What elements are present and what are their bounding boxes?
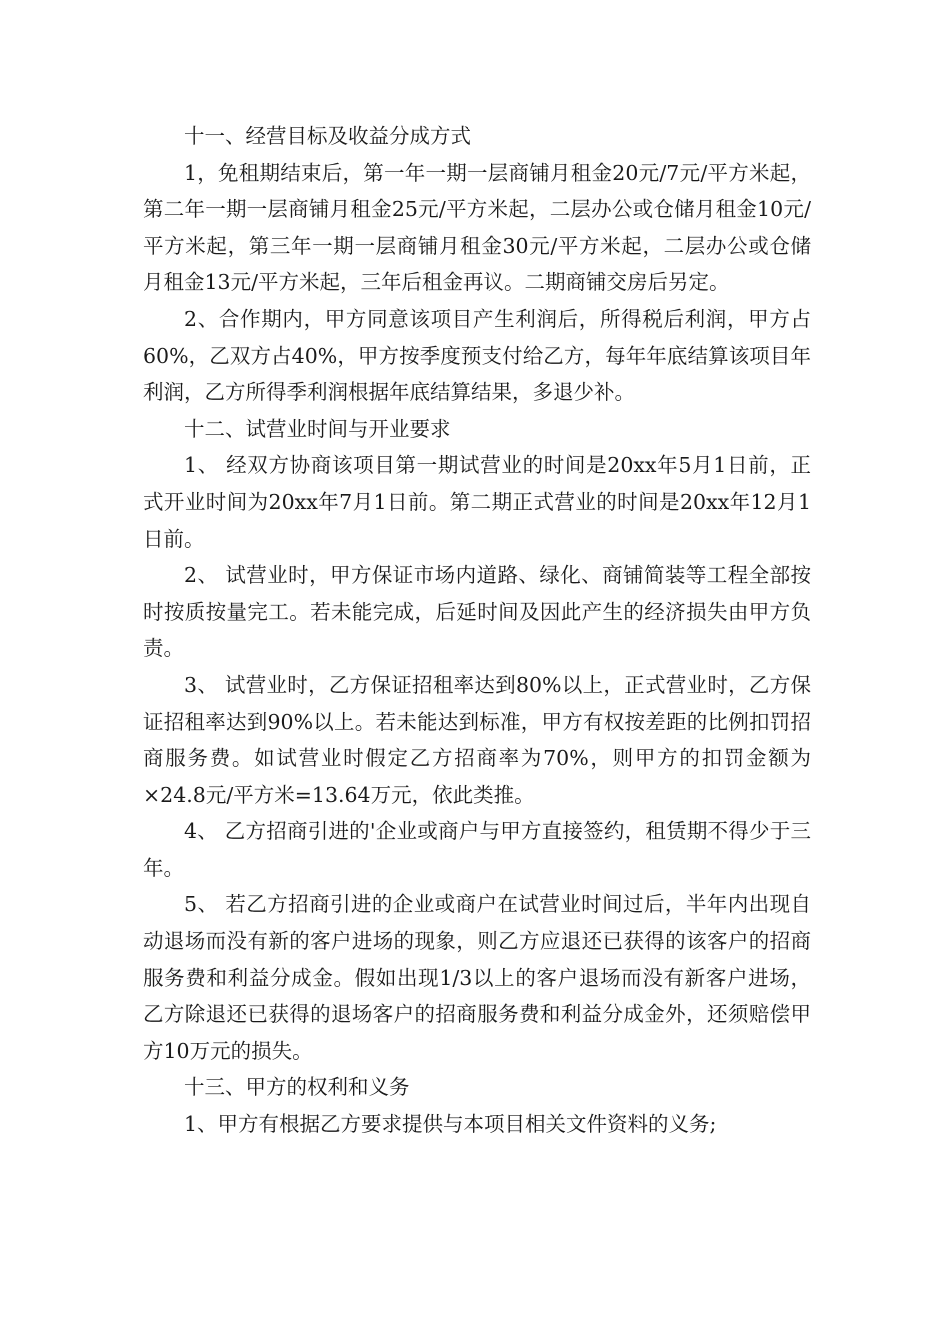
clause-12-4: 4、 乙方招商引进的'企业或商户与甲方直接签约，租赁期不得少于三年。 <box>143 819 811 880</box>
section-heading-13: 十三、甲方的权利和义务 <box>184 1075 410 1100</box>
clause-12-2: 2、 试营业时，甲方保证市场内道路、绿化、商铺简装等工程全部按时按质按量完工。若未能完成，后延时间及因此产生的经济损失由甲方负责。 <box>143 563 811 661</box>
clause-13-1: 1、甲方有根据乙方要求提供与本项目相关文件资料的义务; <box>184 1112 717 1137</box>
clause-12-1: 1、 经双方协商该项目第一期试营业的时间是20xx年5月1日前，正式开业时间为20xx年7月1日前。第二期正式营业的时间是20xx年12月1日前。 <box>143 453 811 551</box>
clause-11-1: 1，免租期结束后，第一年一期一层商铺月租金20元/7元/平方米起，第二年一期一层商铺月租金25元/平方米起，二层办公或仓储月租金10元/平方米起，第三年一期一层商铺月租金30元/平方米起，二层办公或仓储月租金13元/平方米起，三年后租金再议。二期商铺交房后另定。 <box>143 160 811 295</box>
clause-12-3: 3、 试营业时，乙方保证招租率达到80%以上，正式营业时，乙方保证招租率达到90%以上。若未能达到标准，甲方有权按差距的比例扣罚招商服务费。如试营业时假定乙方招商率为70%，则甲方的扣罚金额为×24.8元/平方米=13.64万元，依此类推。 <box>143 672 811 807</box>
clause-12-5: 5、 若乙方招商引进的企业或商户在试营业时间过后，半年内出现自动退场而没有新的客户进场的现象，则乙方应退还已获得的该客户的招商服务费和利益分成金。假如出现1/3以上的客户退场而没有新客户进场，乙方除退还已获得的退场客户的招商服务费和利益分成金外，还须赔偿甲方10万元的损失。 <box>143 892 811 1063</box>
clause-11-2: 2、合作期内，甲方同意该项目产生利润后，所得税后利润，甲方占60%，乙双方占40%，甲方按季度预支付给乙方，每年年底结算该项目年利润，乙方所得季利润根据年底结算结果，多退少补。 <box>143 306 811 405</box>
section-heading-12: 十二、试营业时间与开业要求 <box>184 416 451 441</box>
document-body <box>143 118 811 1143</box>
section-heading-11: 十一、经营目标及收益分成方式 <box>184 124 471 148</box>
